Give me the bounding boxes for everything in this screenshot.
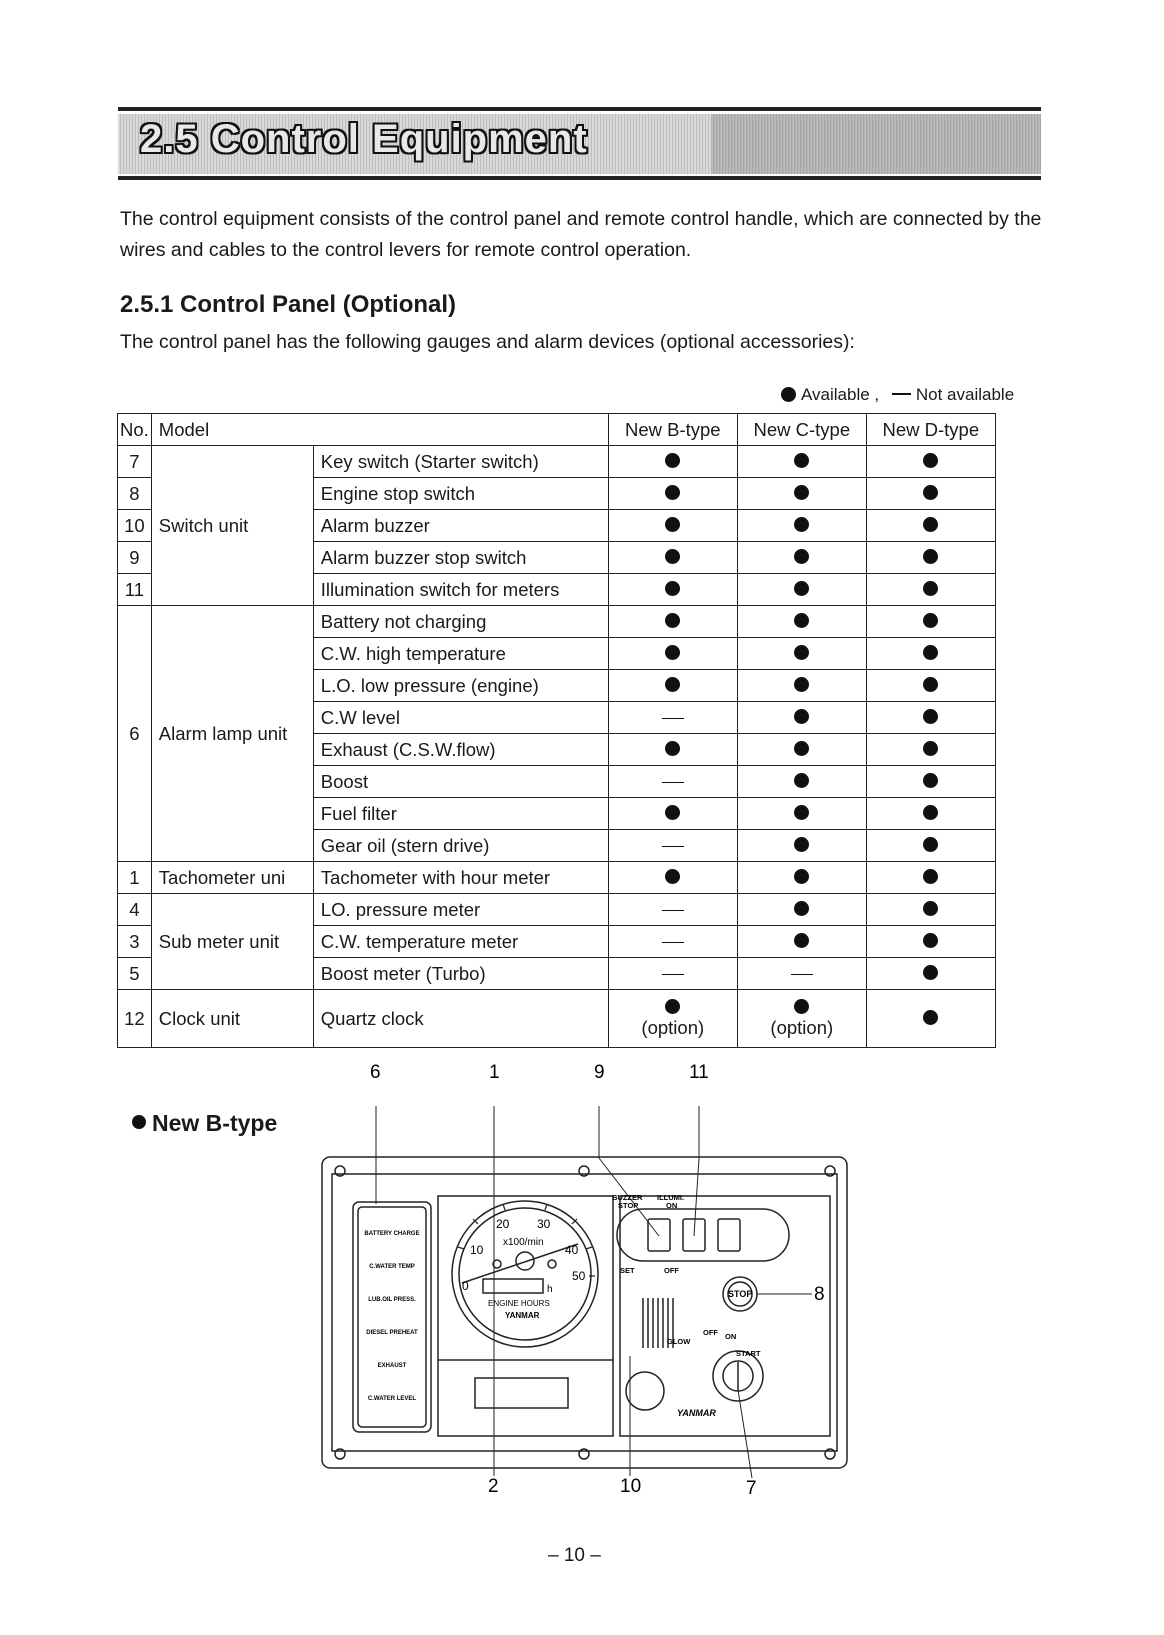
panel-inner-frame (332, 1174, 837, 1451)
available-bullet-icon (794, 805, 809, 820)
callout-2: 2 (488, 1476, 499, 1497)
callout-8: 8 (814, 1284, 825, 1305)
spare-switch (718, 1219, 740, 1251)
available-bullet-icon (923, 933, 938, 948)
cell-d-type (866, 574, 995, 606)
available-bullet-icon (794, 709, 809, 724)
cell-c-type (737, 734, 866, 766)
cell-b-type (608, 606, 737, 638)
cell-d-type (866, 478, 995, 510)
header-bottom-rule (118, 176, 1041, 180)
cell-c-type (737, 638, 866, 670)
buzzer-stop-switch (648, 1219, 670, 1251)
lamp-label-preheat: DIESEL PREHEAT (366, 1330, 418, 1336)
cell-item: Gear oil (stern drive) (313, 830, 608, 862)
cell-item: LO. pressure meter (313, 894, 608, 926)
cell-c-type (737, 958, 866, 990)
available-bullet-icon (665, 613, 680, 628)
tachometer-hub (516, 1252, 534, 1270)
cell-d-type (866, 926, 995, 958)
header-c-type: New C-type (737, 414, 866, 446)
lamp-label-lub-oil: LUB.OIL PRESS. (368, 1297, 416, 1303)
cell-b-type (608, 510, 737, 542)
cell-d-type (866, 958, 995, 990)
available-bullet-icon (794, 901, 809, 916)
lamp-label-cw-level: C.WATER LEVEL (367, 1396, 417, 1402)
cell-no: 8 (118, 478, 152, 510)
cell-item: Key switch (Starter switch) (313, 446, 608, 478)
cell-b-type (608, 734, 737, 766)
cell-d-type (866, 542, 995, 574)
legend-available: Available , (801, 385, 880, 404)
cell-item: Exhaust (C.S.W.flow) (313, 734, 608, 766)
cell-c-type (737, 926, 866, 958)
available-bullet-icon (923, 517, 938, 532)
tick-label-40: 40 (565, 1243, 579, 1257)
cell-item: Fuel filter (313, 798, 608, 830)
b-type-heading-text: New B-type (152, 1110, 278, 1136)
cell-d-type (866, 702, 995, 734)
available-bullet-icon (923, 901, 938, 916)
tachometer-labels (462, 1217, 586, 1320)
alarm-lamp-unit-inner (358, 1207, 426, 1427)
switch-unit-brand: YANMAR (677, 1408, 716, 1418)
available-bullet-icon (665, 999, 680, 1014)
cell-c-type (737, 830, 866, 862)
not-available-dash-icon (662, 782, 684, 784)
available-bullet-icon (923, 645, 938, 660)
not-available-dash-icon (892, 393, 911, 395)
cell-no: 5 (118, 958, 152, 990)
cell-model-group: Sub meter unit (151, 894, 313, 990)
available-bullet-icon (794, 453, 809, 468)
alarm-buzzer (626, 1372, 664, 1410)
tacho-brand: YANMAR (505, 1311, 540, 1320)
legend-not-available: Not available (915, 385, 1015, 404)
cell-b-type (608, 862, 737, 894)
cell-no: 7 (118, 446, 152, 478)
cell-no: 1 (118, 862, 152, 894)
cell-c-type (737, 478, 866, 510)
cell-item: Quartz clock (313, 990, 608, 1048)
table-row (118, 446, 996, 478)
label-stop: STOP (618, 1201, 639, 1210)
available-bullet-icon (665, 581, 680, 596)
section-title: 2.5 Control Equipment (140, 117, 588, 161)
table-row (118, 990, 996, 1048)
engine-hours-label: ENGINE HOURS (488, 1299, 550, 1308)
lamp-label-battery: BATTERY CHARGE (364, 1231, 420, 1237)
b-type-panel-diagram (300, 1062, 860, 1499)
section-header (118, 107, 1041, 181)
table-row (118, 862, 996, 894)
callout-9: 9 (594, 1062, 605, 1083)
cell-c-type (737, 574, 866, 606)
cell-b-type (608, 702, 737, 734)
cell-b-type (608, 990, 737, 1048)
header-top-rule (118, 107, 1041, 111)
cell-c-type (737, 862, 866, 894)
cell-d-type (866, 734, 995, 766)
cell-no: 12 (118, 990, 152, 1048)
tacho-unit: x100/min (503, 1237, 544, 1248)
available-bullet-icon (923, 741, 938, 756)
available-bullet-icon (794, 645, 809, 660)
cell-d-type (866, 670, 995, 702)
cell-item: Boost (313, 766, 608, 798)
available-bullet-icon (794, 485, 809, 500)
tick-label-50: 50 (572, 1269, 586, 1283)
cell-no: 10 (118, 510, 152, 542)
cell-c-type (737, 542, 866, 574)
cell-c-type (737, 510, 866, 542)
cell-d-type (866, 990, 995, 1048)
not-available-dash-icon (662, 910, 684, 912)
available-bullet-icon (923, 581, 938, 596)
available-bullet-icon (923, 709, 938, 724)
available-bullet-icon (923, 965, 938, 980)
label-set: SET (620, 1266, 635, 1275)
available-bullet-icon (923, 1010, 938, 1025)
callout-7: 7 (746, 1478, 757, 1499)
tick-label-20: 20 (496, 1217, 510, 1231)
panel-plate (322, 1157, 847, 1468)
cell-c-type (737, 702, 866, 734)
key-label-on: ON (725, 1332, 737, 1341)
cell-b-type (608, 894, 737, 926)
available-bullet-icon (794, 999, 809, 1014)
lamp-label-cw-temp: C.WATER TEMP (369, 1264, 415, 1270)
b-type-heading (132, 1110, 277, 1137)
option-label: (option) (770, 1017, 834, 1038)
cell-c-type (737, 766, 866, 798)
equipment-table (117, 413, 996, 1048)
cell-c-type (737, 798, 866, 830)
cell-item: Battery not charging (313, 606, 608, 638)
not-available-dash-icon (662, 974, 684, 976)
available-bullet-icon (794, 549, 809, 564)
cell-no: 9 (118, 542, 152, 574)
switch-bezel (617, 1209, 789, 1261)
subsection-title: 2.5.1 Control Panel (Optional) (120, 291, 457, 318)
cell-model-group: Clock unit (151, 990, 313, 1048)
available-bullet-icon (923, 453, 938, 468)
available-bullet-icon (923, 677, 938, 692)
not-available-dash-icon (662, 718, 684, 720)
switch-unit (620, 1196, 830, 1436)
available-bullet-icon (923, 549, 938, 564)
not-available-dash-icon (662, 942, 684, 944)
option-label: (option) (641, 1017, 705, 1038)
header-d-type: New D-type (866, 414, 995, 446)
cell-d-type (866, 830, 995, 862)
cell-b-type (608, 926, 737, 958)
cell-item: Illumination switch for meters (313, 574, 608, 606)
cell-item: Engine stop switch (313, 478, 608, 510)
cell-b-type (608, 478, 737, 510)
alarm-lamp-labels (364, 1231, 419, 1402)
table-row (118, 894, 996, 926)
cell-d-type (866, 798, 995, 830)
available-bullet-icon (665, 453, 680, 468)
available-bullet-icon (923, 773, 938, 788)
cell-b-type (608, 958, 737, 990)
cell-d-type (866, 766, 995, 798)
callout-6: 6 (370, 1062, 381, 1083)
subsection-description: The control panel has the following gauges and alarm devices (optional accessories): (120, 331, 855, 353)
table-header-row (118, 414, 996, 446)
cell-c-type (737, 446, 866, 478)
cell-d-type (866, 606, 995, 638)
available-bullet-icon (794, 517, 809, 532)
cell-model-group: Alarm lamp unit (151, 606, 313, 862)
hour-unit: h (547, 1284, 553, 1295)
intro-paragraph: The control equipment consists of the control panel and remote control handle, which are connected by the wires and cables to the control levers for remote control operation. (120, 208, 1042, 261)
cell-d-type (866, 862, 995, 894)
available-bullet-icon (794, 741, 809, 756)
available-bullet-icon (665, 869, 680, 884)
available-bullet-icon (781, 387, 796, 402)
available-bullet-icon (923, 485, 938, 500)
cell-item: Tachometer with hour meter (313, 862, 608, 894)
hour-meter-window (483, 1279, 543, 1293)
tick-label-10: 10 (470, 1243, 484, 1257)
cell-no: 3 (118, 926, 152, 958)
heading-bullet-icon (132, 1115, 146, 1129)
available-bullet-icon (665, 645, 680, 660)
available-bullet-icon (665, 677, 680, 692)
available-bullet-icon (665, 485, 680, 500)
available-bullet-icon (794, 837, 809, 852)
cell-b-type (608, 670, 737, 702)
cell-item: C.W. temperature meter (313, 926, 608, 958)
tick-label-30: 30 (537, 1217, 551, 1231)
label-buzzer: BUZZER (612, 1193, 643, 1202)
header-no: No. (118, 414, 152, 446)
available-bullet-icon (665, 741, 680, 756)
available-bullet-icon (665, 805, 680, 820)
key-label-off: OFF (703, 1328, 718, 1337)
tick-label-0: 0 (462, 1279, 469, 1293)
callout-11: 11 (689, 1062, 709, 1083)
cell-d-type (866, 446, 995, 478)
key-label-start: START (736, 1349, 761, 1358)
cell-b-type (608, 542, 737, 574)
available-bullet-icon (794, 869, 809, 884)
header-model: Model (151, 414, 608, 446)
cell-model-group: Tachometer uni (151, 862, 313, 894)
available-bullet-icon (794, 773, 809, 788)
cell-d-type (866, 638, 995, 670)
table-row (118, 606, 996, 638)
cell-c-type (737, 990, 866, 1048)
cell-no: 6 (118, 606, 152, 862)
callout-1: 1 (489, 1062, 500, 1083)
cell-item: L.O. low pressure (engine) (313, 670, 608, 702)
panel-drawing (300, 1062, 860, 1499)
cell-item: C.W. high temperature (313, 638, 608, 670)
available-bullet-icon (923, 805, 938, 820)
available-bullet-icon (923, 869, 938, 884)
cell-b-type (608, 446, 737, 478)
available-bullet-icon (794, 613, 809, 628)
cell-model-group: Switch unit (151, 446, 313, 606)
cell-item: Alarm buzzer stop switch (313, 542, 608, 574)
available-bullet-icon (794, 933, 809, 948)
cell-no: 11 (118, 574, 152, 606)
cell-b-type (608, 574, 737, 606)
available-bullet-icon (794, 581, 809, 596)
cell-b-type (608, 830, 737, 862)
available-bullet-icon (665, 517, 680, 532)
lamp-label-exhaust: EXHAUST (377, 1363, 407, 1369)
label-off: OFF (664, 1266, 679, 1275)
cell-item: Alarm buzzer (313, 510, 608, 542)
clock-window (475, 1378, 568, 1408)
not-available-dash-icon (791, 974, 813, 976)
cell-c-type (737, 894, 866, 926)
cell-b-type (608, 638, 737, 670)
available-bullet-icon (794, 677, 809, 692)
cell-c-type (737, 670, 866, 702)
available-bullet-icon (923, 837, 938, 852)
cell-c-type (737, 606, 866, 638)
legend (781, 385, 1014, 405)
cell-d-type (866, 894, 995, 926)
tachometer-lamp (548, 1260, 556, 1268)
label-illumi: ILLUMI. (657, 1193, 685, 1202)
cell-b-type (608, 798, 737, 830)
not-available-dash-icon (662, 846, 684, 848)
label-on: ON (666, 1201, 678, 1210)
header-b-type: New B-type (608, 414, 737, 446)
page-number: – 10 – (548, 1545, 601, 1566)
stop-button-label: STOP (728, 1289, 753, 1299)
cell-item: Boost meter (Turbo) (313, 958, 608, 990)
cell-item: C.W level (313, 702, 608, 734)
key-label-glow: GLOW (667, 1337, 691, 1346)
cell-no: 4 (118, 894, 152, 926)
available-bullet-icon (665, 549, 680, 564)
cell-d-type (866, 510, 995, 542)
callout-10: 10 (620, 1476, 642, 1497)
available-bullet-icon (923, 613, 938, 628)
cell-b-type (608, 766, 737, 798)
